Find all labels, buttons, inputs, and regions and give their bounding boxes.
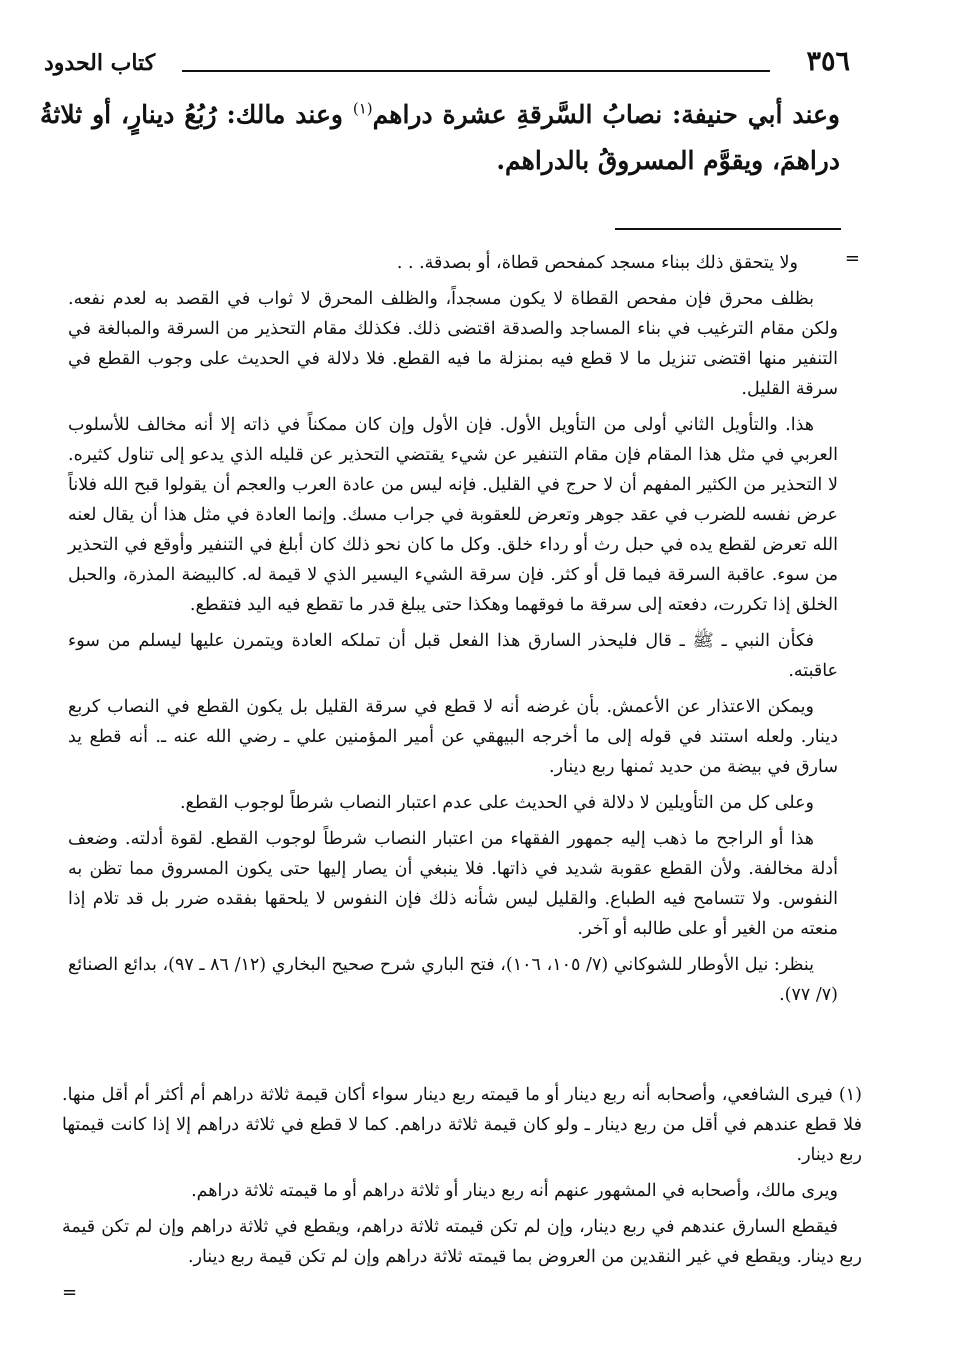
page-number: ٣٥٦ [806, 46, 850, 77]
book-title: كتاب الحدود [44, 50, 156, 76]
header-rule [182, 70, 770, 72]
footnote-separator [615, 228, 841, 230]
footnote-text: فيرى الشافعي، وأصحابه أنه ربع دينار أو ما قيمته ربع دينار سواء أكان قيمة ثلاثة دراهم أم أكثر أم أقل منها. فلا قطع عندهم في أقل من ربع دينار ـ ولو كان قيمة ثلاثة دراهم. كما لا قطع في ثلاثة دراهم إلا إذا كانت قيمتها ربع دينار. [62, 1085, 862, 1165]
footnote-number: (١) [838, 1085, 862, 1105]
continuation-marker: = [844, 248, 860, 269]
commentary-footnote [68, 248, 838, 1016]
main-text-part1: وعند أبي حنيفة: نصابُ السَّرقةِ عشرة دراهم [372, 100, 840, 129]
footnote-reference: (١) [352, 99, 373, 118]
main-text-part2: وعند مالك: رُبُعُ دينارٍ، أو ثلاثةُ دراهمَ، ويقوَّم المسروقُ بالدراهم. [40, 100, 840, 175]
footnote-paragraph: فيقطع السارق عندهم في ربع دينار، وإن لم تكن قيمته ثلاثة دراهم، ويقطع في ثلاثة دراهم وإن لم تكن قيمة ربع دينار. ويقطع في غير النقدين من العروض بما قيمته ثلاثة دراهم وإن لم تكن قيمة ربع دينار. [62, 1217, 862, 1267]
commentary-paragraph: ولا يتحقق ذلك ببناء مسجد كمفحص قطاة، أو بصدقة. . . [396, 253, 798, 273]
main-paragraph [40, 92, 840, 184]
commentary-paragraph: ويمكن الاعتذار عن الأعمش. بأن غرضه أنه لا قطع في سرقة القليل بل يكون القطع في النصاب كربع دينار. ولعله استند في قوله إلى ما أخرجه البيهقي عن أمير المؤمنين علي ـ رضي الله عنه ـ. أنه قطع يد سارق في بيضة من حديد ثمنها ربع دينار. [68, 697, 838, 777]
commentary-paragraph: هذا أو الراجح ما ذهب إليه جمهور الفقهاء من اعتبار النصاب شرطاً لوجوب القطع. لقوة أدلته. وضعف أدلة مخالفة. ولأن القطع عقوبة شديد في ذاتها. فلا ينبغي أن يصار إليها حتى يكون المسروق مما تظن به النفوس. ولا تتسامح فيه الطباع. والقليل ليس شأنه ذلك فإن النفوس لا يلحقها بفقده ضرر بل قد تلام إذا منعته من الغير أو على طالبه أو آخر. [68, 829, 838, 939]
commentary-paragraph: فكأن النبي ـ ﷺ ـ قال فليحذر السارق هذا الفعل قبل أن تملكه العادة ويتمرن عليها ليسلم من سوء عاقبته. [68, 631, 838, 681]
footnote-paragraph: ويرى مالك، وأصحابه في المشهور عنهم أنه ربع دينار أو ثلاثة دراهم أو ما قيمته ثلاثة دراهم. [191, 1181, 838, 1201]
commentary-paragraph: ينظر: نيل الأوطار للشوكاني (٧/ ١٠٥، ١٠٦)، فتح الباري شرح صحيح البخاري (١٢/ ٨٦ ـ ٩٧)، بدائع الصنائع (٧/ ٧٧). [68, 955, 838, 1005]
main-text [40, 92, 840, 184]
footnote-1 [62, 1080, 862, 1278]
page-header [44, 44, 850, 84]
commentary-paragraph: بظلف محرق فإن مفحص القطاة لا يكون مسجداً، والظلف المحرق لا ثواب في القصد به لعدم نفعه. ولكن مقام الترغيب في بناء المساجد والصدقة اقتضى ذلك. فكذلك مقام التحذير من السرقة والمبالغة في التنفير منها اقتضى تنزيل ما لا قطع فيه بمنزلة ما فيه القطع. فلا دلالة في الحديث على وجوب القطع في سرقة القليل. [68, 289, 838, 399]
commentary-paragraph: هذا. والتأويل الثاني أولى من التأويل الأول. فإن الأول وإن كان ممكناً في ذاته إلا أنه مخالف للأسلوب العربي في مثل هذا المقام فإن مقام التنفير عن شيء يقتضي التحذير عن قليله الذي يدعو إلى تناول كثيره. لا التحذير من الكثير المفهم أن لا حرج في القليل. فإنه ليس من عادة العرب والعجم أن يقولوا قبح الله فلاناً عرض نفسه للضرب في عقد جوهر وتعرض للعقوبة في جراب مسك. وإنما العادة في مثل هذا أن يقال لعنه الله تعرض لقطع يده في حبل رث أو رداء خلق. وكل ما كان نحو ذلك كان أبلغ في التنفير وأوقع في التحذير من سوء. عاقبة السرقة فيما قل أو كثر. فإن سرقة الشيء اليسير الذي لا قيمة له. كالبيضة المذرة، والحبل الخلق إذا تكررت، دفعته إلى سرقة ما فوقهما وهكذا حتى يبلغ قدر ما تقطع فيه اليد فتقطع. [68, 415, 838, 615]
commentary-paragraph: وعلى كل من التأويلين لا دلالة في الحديث على عدم اعتبار النصاب شرطاً لوجوب القطع. [179, 793, 814, 813]
footnote-paragraph [62, 1080, 862, 1170]
bottom-continuation-marker: = [62, 1282, 78, 1303]
